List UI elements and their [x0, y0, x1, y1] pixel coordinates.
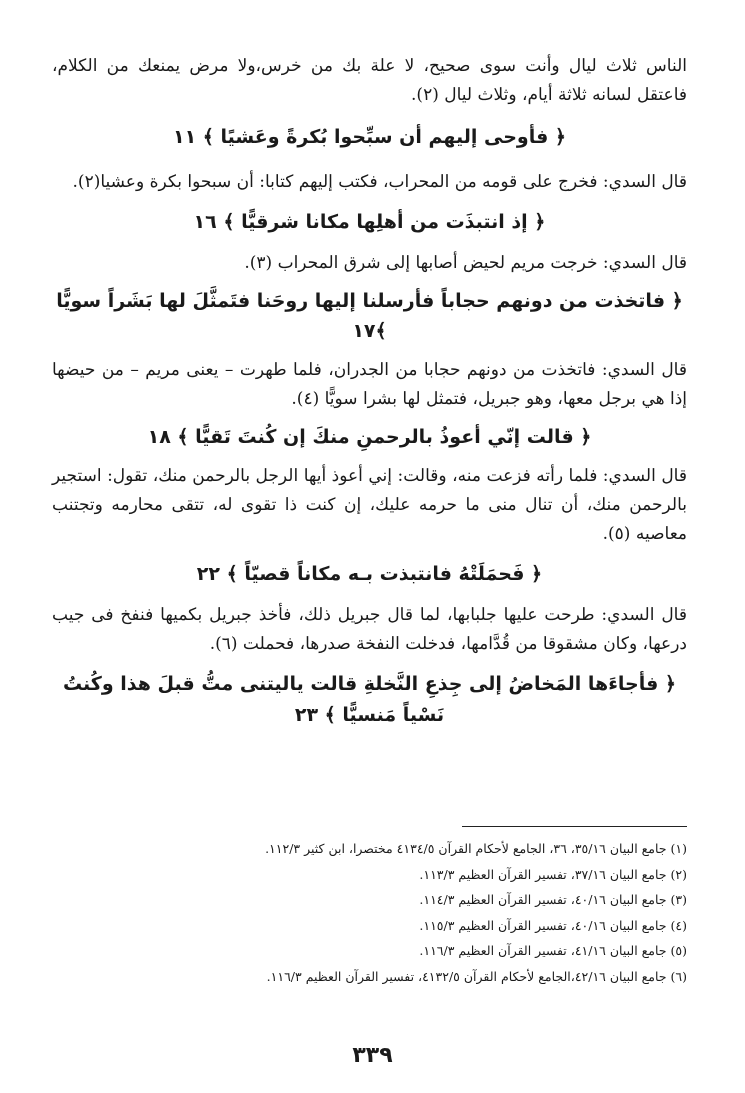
footnote-2: (٢) جامع البيان ٣٧/١٦، تفسير القرآن العظيم ١١٣/٣. — [419, 866, 687, 882]
page-number: ٣٣٩ — [352, 1043, 393, 1068]
paragraph-6: قال السدي: طرحت عليها جلبابها، لما قال جبريل ذلك، فأخذ جبريل بكميها فنفخ فى جيب درعها، وكان مشقوقا من قُدَّامها، فدخلت النفخة صدرها، فحملت (٦). — [52, 605, 687, 654]
footnote-3: (٣) جامع البيان ٤٠/١٦، تفسير القرآن العظيم ١١٤/٣. — [419, 892, 687, 907]
footnote-5: (٥) جامع البيان ٤١/١٦، تفسير القرآن العظيم ١١٦/٣. — [419, 943, 687, 958]
quran-verse-11: ﴿ فأوحى إليهم أن سبِّحوا بُكرةً وعَشيًا ﴾ ١١ — [172, 126, 567, 148]
quran-verse-17: ﴿ فاتخذت من دونهم حجاباً فأرسلنا إليها روحَنا فتَمثَّلَ لها بَشَراً سويًّا ﴾١٧ — [56, 290, 683, 342]
quran-verse-18: ﴿ قالت إنّي أعوذُ بالرحمنِ منكَ إن كُنتَ تَقيًّا ﴾ ١٨ — [147, 426, 592, 448]
paragraph-5: قال السدي: فلما رأته فزعت منه، وقالت: إني أعوذ أيها الرجل بالرحمن منك، تقول: استجير بالرحمن منك، أن تنال منى ما حرمه عليك، إن كنت ذا تقوى له، تتقى محارمه وتجتنب معاصيه (٥). — [52, 466, 687, 544]
paragraph-3: قال السدي: خرجت مريم لحيض أصابها إلى شرق المحراب (٣). — [244, 253, 687, 273]
footnote-1: (١) جامع البيان ٣٥/١٦، ٣٦، الجامع لأحكام القرآن ٤١٣٤/٥ مختصرا، ابن كثير ١١٢/٣. — [265, 841, 687, 856]
footnote-4: (٤) جامع البيان ٤٠/١٦، تفسير القرآن العظيم ١١٥/٣. — [419, 917, 687, 933]
quran-verse-23: ﴿ فأجاءَها المَخاضُ إلى جِذعِ النَّخلةِ قالت ياليتنى متُّ قبلَ هذا وكُنتُ نَسْياً مَنسيًّا ﴾ ٢٣ — [62, 673, 677, 726]
footnote-divider — [462, 826, 687, 827]
footnote-6: (٦) جامع البيان ٤٢/١٦،الجامع لأحكام القرآن ٤١٣٢/٥، تفسير القرآن العظيم ١١٦/٣. — [266, 968, 687, 984]
paragraph-1: الناس ثلاث ليال وأنت سوى صحيح، لا علة بك من خرس،ولا مرض يمنعك من الكلام، فاعتقل لسانه ثلاثة أيام، وثلاث ليال (٢). — [52, 56, 687, 105]
paragraph-2: قال السدي: فخرج على قومه من المحراب، فكتب إليهم كتابا: أن سبحوا بكرة وعشيا(٢). — [72, 172, 687, 192]
footnotes — [52, 836, 687, 989]
paragraph-4: قال السدي: فاتخذت من دونهم حجابا من الجدران، فلما طهرت – يعنى مريم – من حيضها إذا هي برجل معها، وهو جبريل، فتمثل لها بشرا سويًّا (٤). — [52, 360, 687, 409]
quran-verse-16: ﴿ إذ انتبذَت من أهلِها مكانا شرقيًّا ﴾ ١٦ — [193, 211, 546, 233]
quran-verse-22: ﴿ فَحمَلَتْهُ فانتبذت بـه مكاناً قصيّاً ﴾ ٢٢ — [196, 563, 543, 585]
